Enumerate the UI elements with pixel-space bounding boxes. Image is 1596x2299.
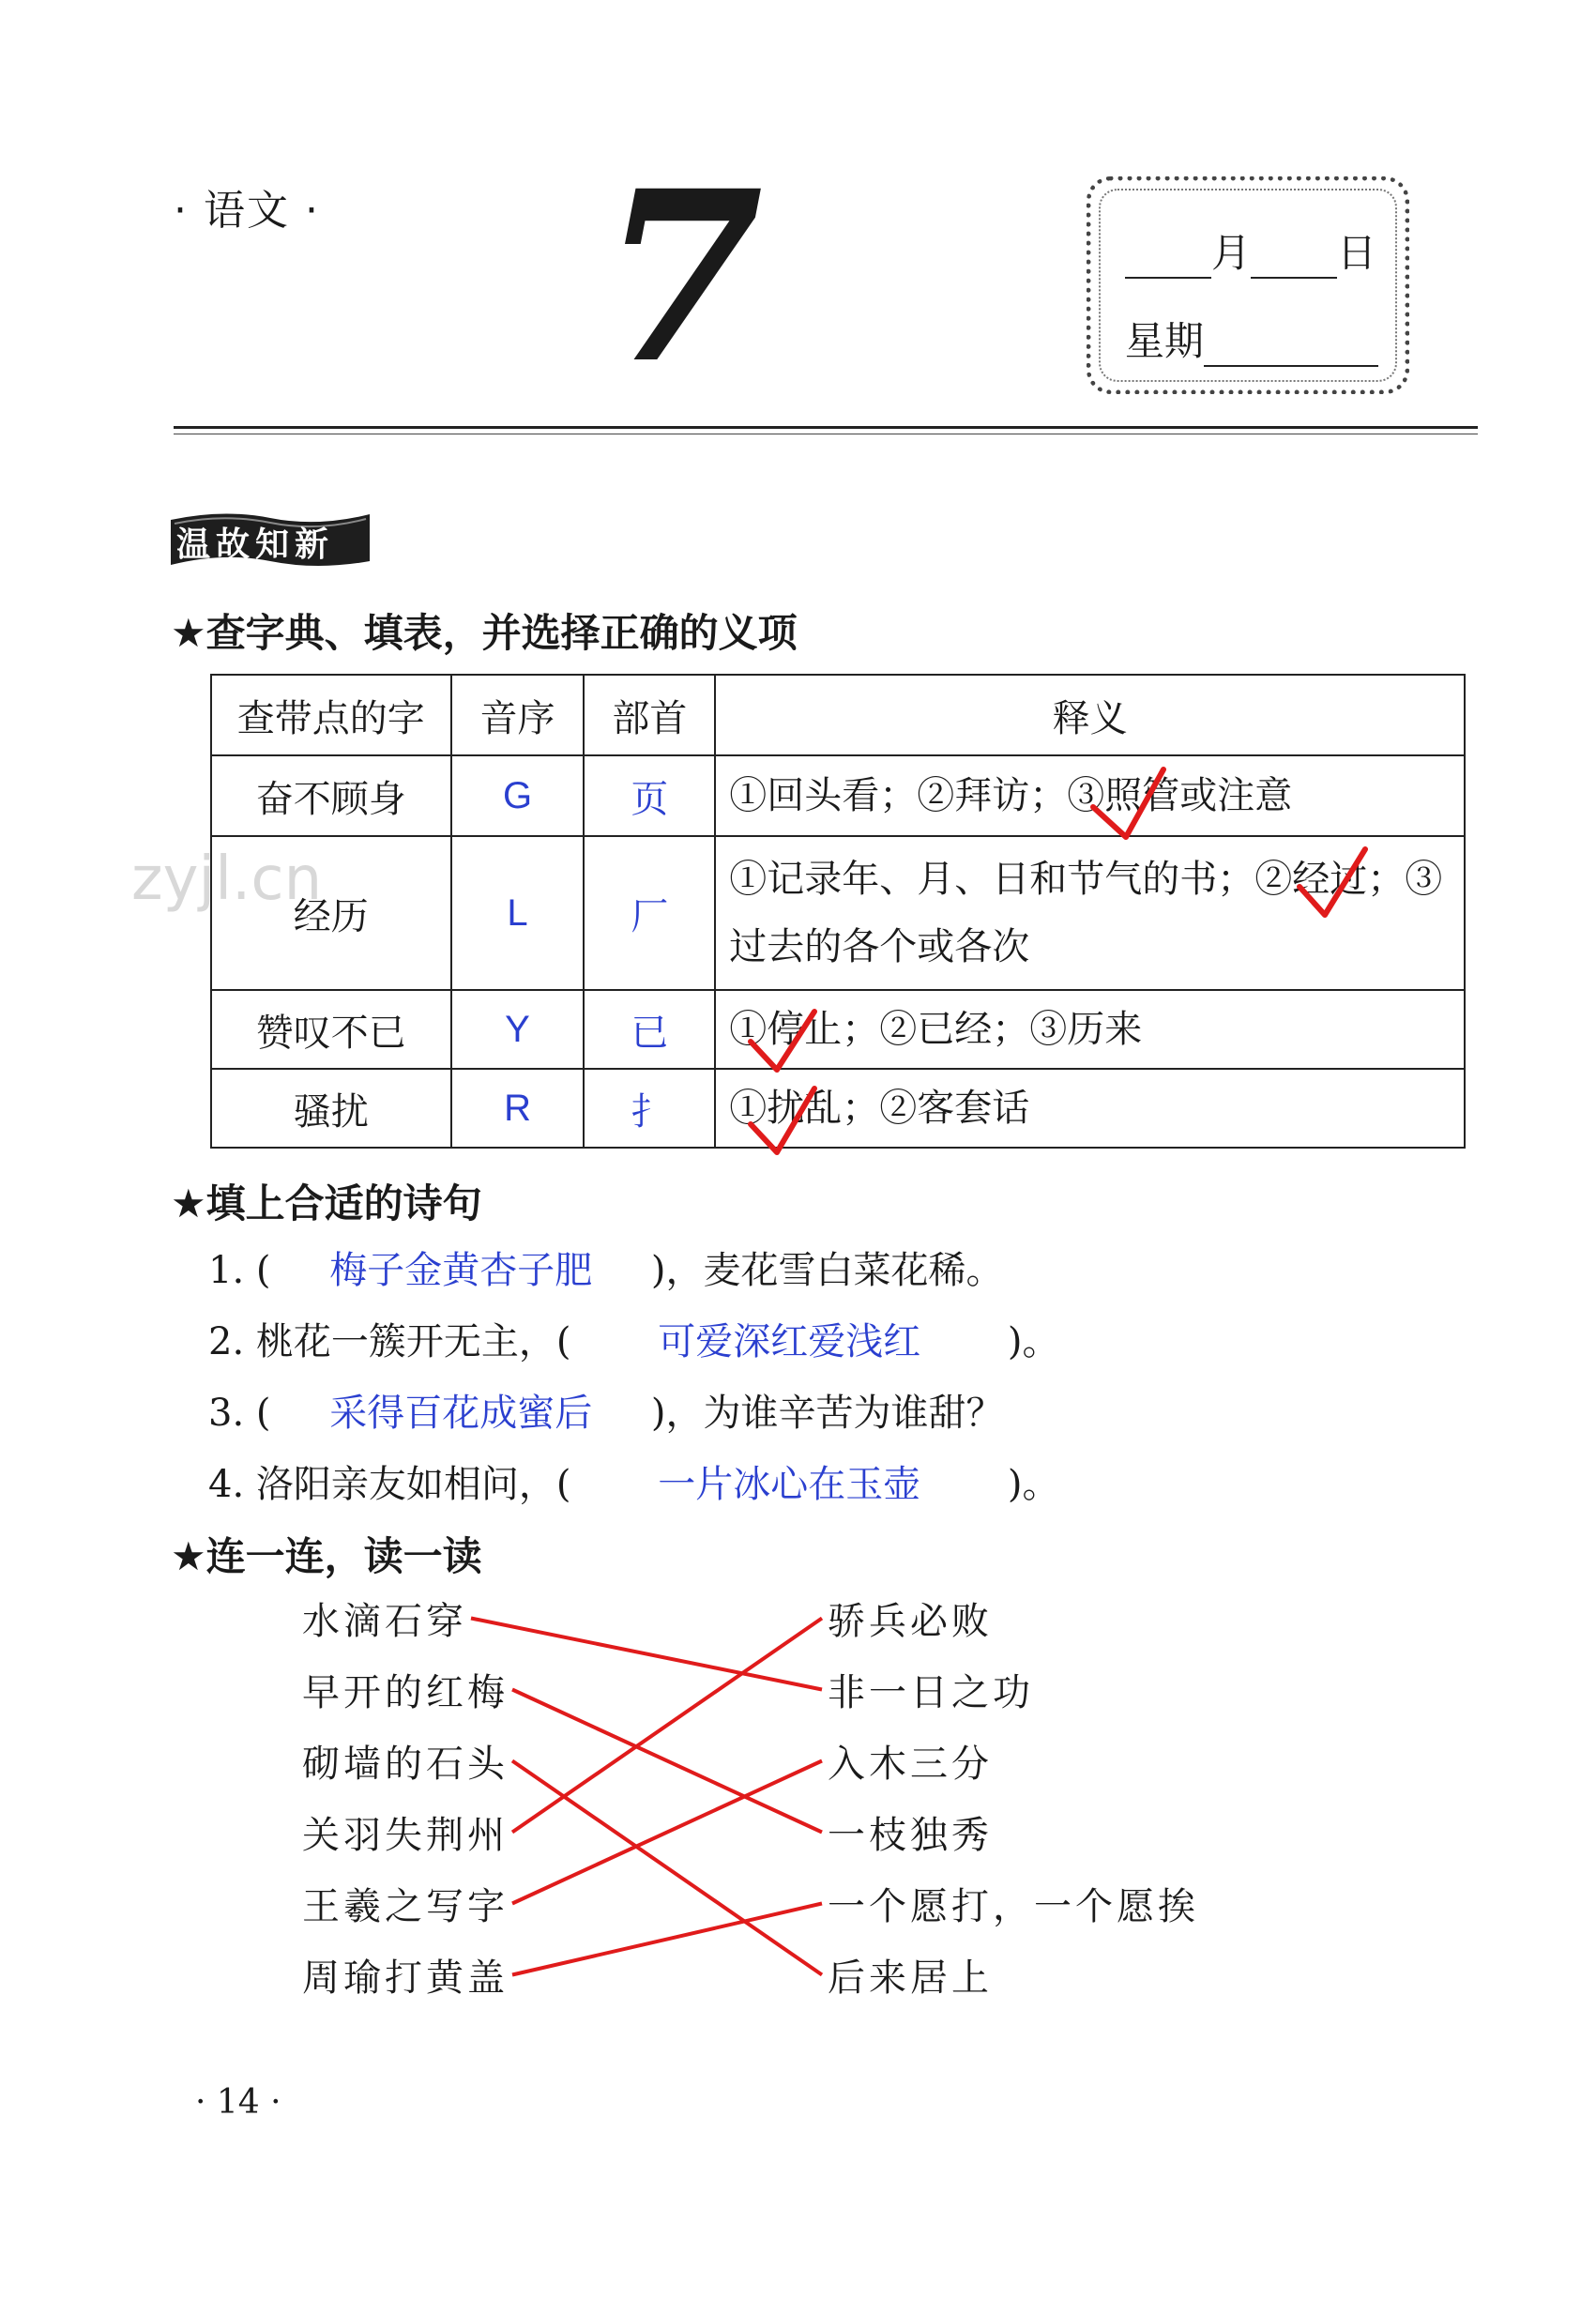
word-cell: 经历 [211,836,451,990]
letter-cell[interactable]: G [451,755,585,836]
poem-prefix: 2. 桃花一簇开无主，( [208,1320,571,1363]
match-right-item[interactable]: 一个愿打，一个愿挨 [828,1885,1199,1928]
poem-answer[interactable]: 梅子金黄杏子肥 [329,1249,593,1292]
poem-answer[interactable]: 采得百花成蜜后 [329,1392,593,1435]
match-left-item[interactable]: 王羲之写字 [302,1885,509,1928]
poem-suffix: )。 [1007,1320,1060,1363]
match-right-item[interactable]: 非一日之功 [828,1671,1034,1714]
match-right-item[interactable]: 后来居上 [828,1956,993,2000]
header-cell: 释义 [715,675,1465,755]
word-cell: 赞叹不已 [211,990,451,1069]
match-right-item[interactable]: 入木三分 [828,1743,993,1786]
radical-cell[interactable]: 页 [584,755,715,836]
match-left-item[interactable]: 周瑜打黄盖 [302,1956,509,2000]
match-left-item[interactable]: 砌墙的石头 [302,1743,509,1786]
radical-cell[interactable]: 已 [584,990,715,1069]
banner-text: 温故知新 [176,525,335,564]
subject-label: · 语文 · [174,187,320,235]
match-left-item[interactable]: 关羽失荆州 [302,1814,509,1857]
word-cell: 骚扰 [211,1069,451,1148]
match-line [512,1761,822,1975]
letter-cell[interactable]: Y [451,990,585,1069]
poem-answer[interactable]: 可爱深红爱浅红 [658,1320,921,1363]
header-cell: 查带点的字 [211,675,451,755]
radical-cell[interactable]: 厂 [584,836,715,990]
page-number: · 14 · [195,2083,281,2122]
match-left-item[interactable]: 早开的红梅 [302,1671,509,1714]
match-line [512,1904,822,1975]
meaning-cell: ①停止；②已经；③历来 [715,990,1465,1069]
match-line [512,1690,822,1833]
poem-prefix: 1. ( [208,1249,271,1292]
poem-suffix: )，麦花雪白菜花稀。 [650,1249,1004,1292]
letter-cell[interactable]: R [451,1069,585,1148]
meaning-cell: ①扰乱；②客套话 [715,1069,1465,1148]
poem-prefix: 4. 洛阳亲友如相问，( [208,1463,571,1506]
lesson-number: 7 [600,139,764,415]
radical-cell[interactable]: 扌 [584,1069,715,1148]
match-right-item[interactable]: 一枝独秀 [828,1814,993,1857]
header-cell: 音序 [451,675,585,755]
match-right-item[interactable]: 骄兵必败 [828,1600,993,1643]
match-line [512,1761,822,1904]
dictionary-section-title: ★查字典、填表，并选择正确的义项 [171,610,798,656]
poem-section-title: ★填上合适的诗句 [171,1180,482,1226]
poem-suffix: )，为谁辛苦为谁甜？ [650,1392,1004,1435]
header-cell: 部首 [584,675,715,755]
match-line [512,1619,822,1833]
word-cell: 奋不顾身 [211,755,451,836]
poem-suffix: )。 [1007,1463,1060,1506]
match-left-item[interactable]: 水滴石穿 [302,1600,467,1643]
match-section-title: ★连一连，读一读 [171,1533,482,1579]
month-label: 月 [1211,230,1252,276]
meaning-cell: ①回头看；②拜访；③照管或注意 [715,755,1465,836]
poem-answer[interactable]: 一片冰心在玉壶 [658,1463,921,1506]
meaning-cell: ①记录年、月、日和节气的书；②经过；③过去的各个或各次 [715,836,1465,990]
weekday-label: 星期 [1125,318,1205,364]
poem-prefix: 3. ( [208,1392,271,1435]
letter-cell[interactable]: L [451,836,585,990]
day-label: 日 [1337,230,1377,276]
watermark: zyjl.cn [131,845,323,914]
